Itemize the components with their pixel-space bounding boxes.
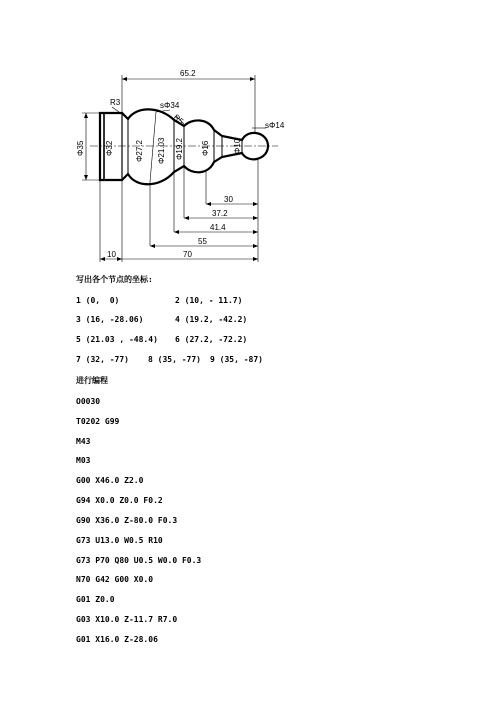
dim-10: 10 <box>107 250 116 259</box>
dim-65-2: 65.2 <box>180 69 196 78</box>
code-line: M03 <box>76 456 91 465</box>
dim-s34: sΦ34 <box>160 101 180 110</box>
code-line: T0202 G99 <box>76 417 120 426</box>
dim-r3: R3 <box>110 98 121 107</box>
coord-2: 2 (10, - 11.7) <box>175 296 243 305</box>
dim-37-2: 37.2 <box>212 209 228 218</box>
dim-d10: Φ10 <box>233 138 242 154</box>
dim-d35: Φ35 <box>76 140 85 156</box>
coord-8: 8 (35, -77) <box>148 355 201 364</box>
dim-r5: R5 <box>171 112 186 127</box>
dim-d16: Φ16 <box>201 140 210 156</box>
code-line: G73 P70 Q80 U0.5 W0.0 F0.3 <box>76 556 202 565</box>
dim-d27-2: Φ27.2 <box>135 140 144 162</box>
coord-7: 7 (32, -77) <box>76 355 129 364</box>
dim-55: 55 <box>198 237 207 246</box>
coord-1: 1 (0, 0) <box>76 296 120 305</box>
code-line: N70 G42 G00 X0.0 <box>76 575 154 584</box>
part-drawing <box>0 0 500 270</box>
heading-programming: 进行编程 <box>76 376 108 385</box>
coord-9: 9 (35, -87) <box>210 355 263 364</box>
code-line: G01 Z0.0 <box>76 595 115 604</box>
code-line: G00 X46.0 Z2.0 <box>76 476 144 485</box>
dim-d21-03: Φ21.03 <box>157 137 166 164</box>
code-line: O0030 <box>76 397 101 406</box>
heading-coordinates: 写出各个节点的坐标: <box>76 275 153 284</box>
dim-s14: sΦ14 <box>265 121 285 130</box>
code-line: G03 X10.0 Z-11.7 R7.0 <box>76 615 178 624</box>
dim-70: 70 <box>183 250 192 259</box>
dim-d32: Φ32 <box>105 140 114 156</box>
dim-41-4: 41.4 <box>210 223 226 232</box>
code-line: G94 X0.0 Z0.0 F0.2 <box>76 496 163 505</box>
coord-3: 3 (16, -28.06) <box>76 315 144 324</box>
coord-5: 5 (21.03 , -48.4) <box>76 335 158 344</box>
dim-30: 30 <box>224 195 233 204</box>
code-line: G90 X36.0 Z-80.0 F0.3 <box>76 516 178 525</box>
code-line: G01 X16.0 Z-28.06 <box>76 635 158 644</box>
code-line: G73 U13.0 W0.5 R10 <box>76 536 163 545</box>
dim-d19-2: Φ19.2 <box>175 138 184 160</box>
coord-4: 4 (19.2, -42.2) <box>175 315 248 324</box>
coord-6: 6 (27.2, -72.2) <box>175 335 248 344</box>
code-line: M43 <box>76 437 91 446</box>
